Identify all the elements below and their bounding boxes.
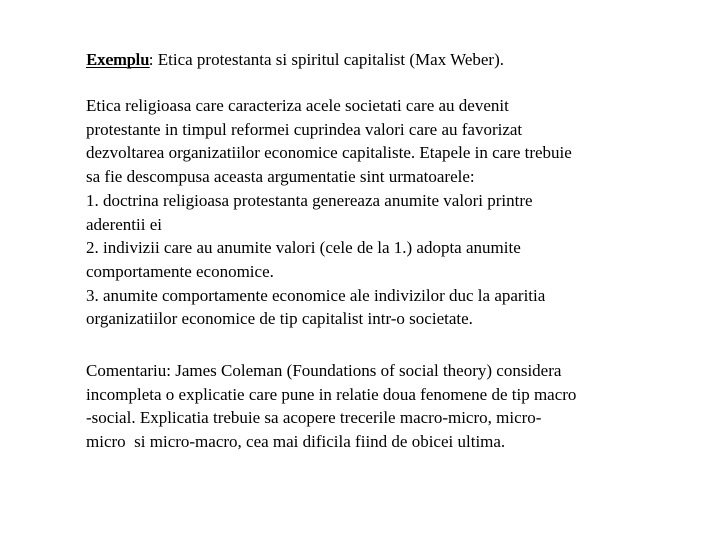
paragraph-line: protestante in timpul reformei cuprindea valori care au favorizat: [86, 119, 523, 139]
paragraph-line: dezvoltarea organizatiilor economice capitaliste. Etapele in care trebuie: [86, 143, 572, 163]
step-1-line: aderentii ei: [86, 214, 162, 234]
paragraph-line: sa fie descompusa aceasta argumentatie sint urmatoarele:: [86, 167, 475, 187]
example-title: : Etica protestanta si spiritul capitalist (Max Weber).: [148, 50, 504, 69]
coleman-comment-paragraph: [86, 359, 686, 454]
weber-argument-paragraph: [86, 94, 686, 331]
comment-line: -social. Explicatia trebuie sa acopere trecerile macro-micro, micro-: [86, 408, 542, 428]
step-1-line: 1. doctrina religioasa protestanta genereaza anumite valori printre: [86, 190, 533, 210]
step-3-line: 3. anumite comportamente economice ale indivizilor duc la aparitia: [86, 285, 546, 305]
step-2-line: comportamente economice.: [86, 261, 274, 281]
example-label: Exemplu: [86, 50, 149, 69]
comment-line: incompleta o explicatie care pune in relatie doua fenomene de tip macro: [86, 384, 577, 404]
comment-line: Comentariu: James Coleman (Foundations of social theory) considera: [86, 361, 562, 380]
comment-line: micro si micro-macro, cea mai dificila fiind de obicei ultima.: [86, 432, 506, 452]
step-3-line: organizatiilor economice de tip capitalist intr-o societate.: [86, 309, 473, 329]
step-2-line: 2. indivizii care au anumite valori (cele de la 1.) adopta anumite: [86, 238, 521, 258]
paragraph-line: Etica religioasa care caracteriza acele societati care au devenit: [86, 96, 509, 115]
example-heading: [86, 48, 686, 72]
